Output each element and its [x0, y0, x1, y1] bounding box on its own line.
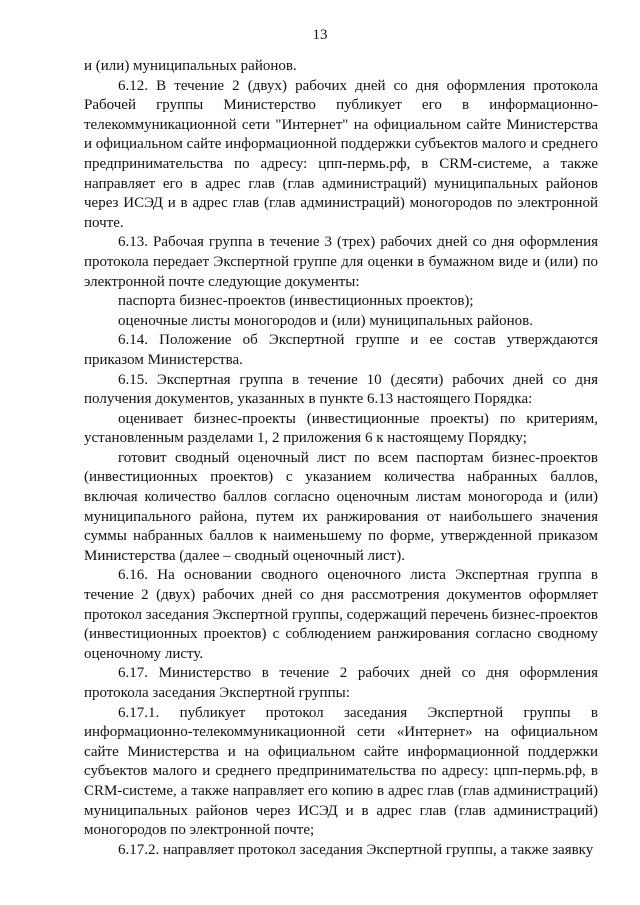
- paragraph-6-17-1: 6.17.1. публикует протокол заседания Экспертной группы в информационно-телекоммуникационной сети «Интернет» на официальном сайте Министерства и на официальном сайте информационной поддержки субъектов малого и среднего предпринимательства по адресу: цпп-пермь.рф, в CRM-системе, а также направляет его копию в адрес глав (глав администраций) муниципальных районов через ИСЭД и в адрес глав (глав администраций) моногородов по электронной почте;: [84, 704, 598, 839]
- paragraph-continuation: и (или) муниципальных районов.: [84, 58, 297, 74]
- list-item-prepares-summary: готовит сводный оценочный лист по всем паспортам бизнес-проектов (инвестиционных проектов) с указанием количества набранных баллов, включая количество баллов согласно оценочным листам моногорода и (или) муниципального района, путем их ранжирования от наибольшего значения суммы набранных баллов к наименьшему по форме, утвержденной приказом Министерства (далее – сводный оценочный лист).: [84, 449, 598, 564]
- paragraph-6-15: 6.15. Экспертная группа в течение 10 (десяти) рабочих дней со дня получения документов, указанных в пункте 6.13 настоящего Порядка:: [84, 371, 598, 408]
- list-item-passports: паспорта бизнес-проектов (инвестиционных проектов);: [118, 293, 474, 310]
- paragraph-6-13: 6.13. Рабочая группа в течение 3 (трех) рабочих дней со дня оформления протокола передает Экспертной группе для оценки в бумажном виде и (или) по электронной почте следующие документы:: [84, 234, 598, 290]
- paragraph-6-16: 6.16. На основании сводного оценочного листа Экспертная группа в течение 2 (двух) рабочих дней со дня рассмотрения документов оформляет протокол заседания Экспертной группы, содержащий перечень бизнес-проектов (инвестиционных проектов) с соблюдением ранжирования согласно сводному оценочному листу.: [84, 567, 598, 662]
- paragraph-6-12: 6.12. В течение 2 (двух) рабочих дней со дня оформления протокола Рабочей группы Министерство публикует его в информационно-телекоммуникационной сети "Интернет" на официальном сайте Министерства и официальном сайте информационной поддержки субъектов малого и среднего предпринимательства по адресу: цпп-пермь.рф, в CRM-системе, а также направляет его в адрес глав (глав администраций) муниципальных районов через ИСЭД и в адрес глав (глав администраций) моногородов по электронной почте.: [84, 77, 598, 231]
- list-item-evaluates: оценивает бизнес-проекты (инвестиционные проекты) по критериям, установленным разделами 1, 2 приложения 6 к настоящему Порядку;: [84, 410, 598, 447]
- list-item-evaluation-sheets: оценочные листы моногородов и (или) муниципальных районов.: [118, 312, 533, 329]
- paragraph-6-17-2: 6.17.2. направляет протокол заседания Экспертной группы, а также заявку: [118, 841, 594, 858]
- paragraph-6-14: 6.14. Положение об Экспертной группе и ее состав утверждаются приказом Министерства.: [84, 332, 598, 368]
- page-number: 13: [312, 27, 328, 43]
- paragraph-6-17: 6.17. Министерство в течение 2 рабочих дней со дня оформления протокола заседания Экспертной группы:: [84, 665, 598, 701]
- document-body: [84, 57, 598, 860]
